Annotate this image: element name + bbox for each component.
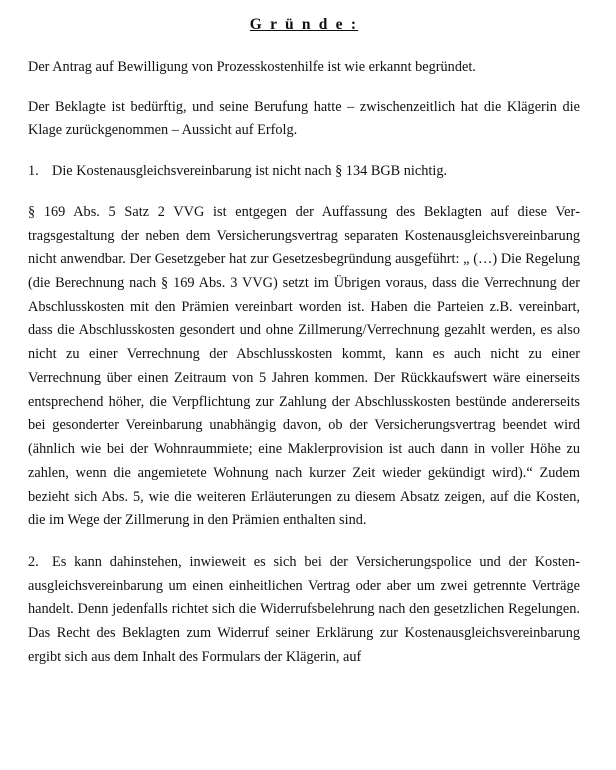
paragraph-beklagte-beduerftig: Der Beklagte ist bedürftig, und seine Berufung hatte – zwischenzeitlich hat die Klägerin die Klage zurückgenommen – Aussicht auf Erfolg.	[28, 98, 580, 139]
list-number-1: 1.	[28, 163, 39, 180]
list-number-2: 2.	[28, 553, 39, 570]
paragraph-item-2	[28, 551, 580, 670]
paragraph-intro: Der Antrag auf Bewilligung von Prozesskostenhilfe ist wie erkannt begründet.	[28, 59, 476, 75]
list-item-1-text: Die Kostenausgleichsvereinbarung ist nicht nach § 134 BGB nichtig.	[52, 163, 448, 180]
page-title: G r ü n d e :	[249, 16, 359, 33]
list-item-2-text: Es kann dahinstehen, inwieweit es sich bei der Versicherungspolice und der Kostenausgleichsvereinbarung um einen einheitlichen Vertrag oder aber um zwei getrennte Verträge handelt. Denn jedenfalls richtet sich die Widerrufsbelehrung nach den gesetzlichen Regelungen. Das Recht des Beklagten zum Widerruf seiner Erklärung zur Kostenausgleichsvereinbarung ergibt sich aus dem Inhalt des Formulars der Klägerin, auf	[28, 553, 580, 665]
paragraph-vvg-begruendung: § 169 Abs. 5 Satz 2 VVG ist entgegen der Auffassung des Beklagten auf diese Vertragsgestaltung der neben dem Versicherungsvertrag separaten Kostenausgleichsvereinbarung nicht anwendbar. Der Gesetzgeber hat zur Gesetzesbegründung ausgeführt: „ (…) Die Regelung (die Berechnung nach § 169 Abs. 3 VVG) setzt im Übrigen voraus, dass die Verrechnung der Abschlusskosten mit den Prämien vereinbart worden ist. Haben die Parteien z.B. vereinbart, dass die Abschlusskosten gesondert und ohne Zillmerung/Verrechnung gezahlt werden, es also nicht zu einer Verrechnung der Abschlusskosten kommt, kann es auch nicht zu einer Verrechnung über einen Zeitraum von 5 Jahren kommen. Der Rückkaufswert wäre einerseits entsprechend höher, die Verpflichtung zur Zahlung der Abschlusskosten bestünde andererseits bei gesonderter Vereinbarung unabhängig davon, ob der Versicherungsvertrag beendet wird (ähnlich wie bei der Wohnraummiete; eine Maklerprovision ist auch dann in voller Höhe zu zahlen, wenn die angemietete Wohnung nach kurzer Zeit wieder gekündigt wird).“ Zudem bezieht sich Abs. 5, wie die weiteren Erläuterungen zu diesem Absatz zeigen, auf die Kosten, die im Wege der Zillmerung in den Prämien enthalten sind.	[28, 203, 580, 529]
paragraph-item-1	[28, 160, 580, 184]
